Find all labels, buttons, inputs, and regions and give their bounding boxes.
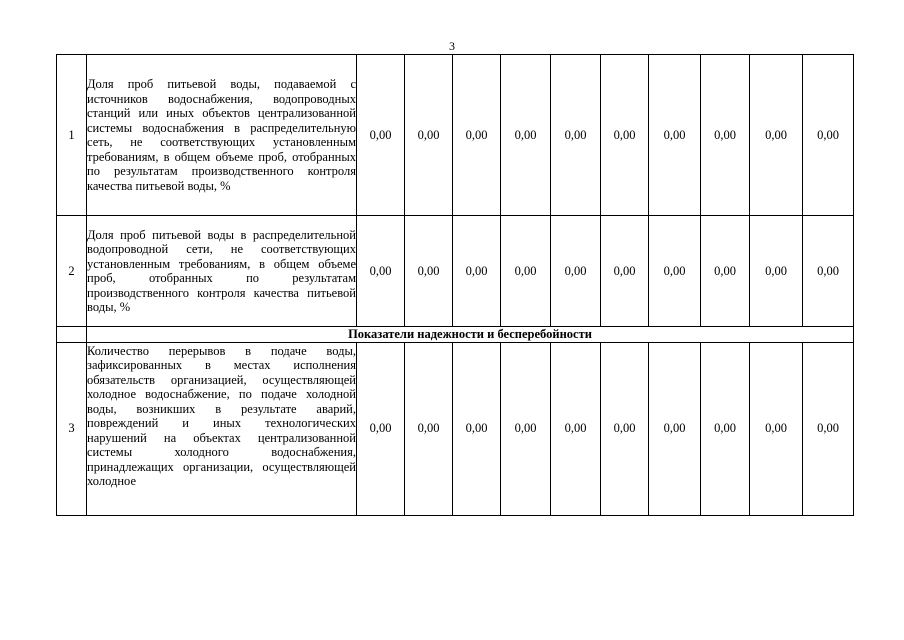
page-number: 3 [449,39,455,53]
value-cell: 0,00 [405,216,453,327]
value-cell: 0,00 [501,55,551,216]
indicator-description: Доля проб питьевой воды в распределительной водопроводной сети, не соответствующих установленным требованиям, в общем объеме проб, отобранных по результатам производственного контроля качества питьевой воды, % [87,216,357,327]
value-cell: 0,00 [750,342,803,515]
row-number: 1 [57,55,87,216]
value-cell: 0,00 [551,55,601,216]
table-row [57,55,854,216]
indicators-table [56,54,854,516]
value-cell: 0,00 [750,55,803,216]
table-row [57,342,854,515]
value-cell: 0,00 [649,55,701,216]
value-cell: 0,00 [405,55,453,216]
value-cell: 0,00 [357,216,405,327]
value-cell: 0,00 [649,342,701,515]
value-cell: 0,00 [357,342,405,515]
value-cell: 0,00 [551,216,601,327]
value-cell: 0,00 [453,55,501,216]
row-number: 3 [57,342,87,515]
value-cell: 0,00 [501,342,551,515]
value-cell: 0,00 [357,55,405,216]
value-cell: 0,00 [649,216,701,327]
indicator-description: Количество перерывов в подаче воды, зафиксированных в местах исполнения обязательств организацией, осуществляющей холодное водоснабжение, по подаче холодной воды, возникших в результате аварий, повреждений и иных технологических нарушений на объектах централизованной системы холодного водоснабжения, принадлежащих организации, осуществляющей холодное [87,343,356,488]
indicator-description: Доля проб питьевой воды, подаваемой с источников водоснабжения, водопроводных станций или иных объектов централизованной системы водоснабжения в распределительную сеть, не соответствующих установленным требованиям, в общем объеме проб, отобранных по результатам производственного контроля качества питьевой воды, % [87,55,357,216]
section-header: Показатели надежности и бесперебойности [87,327,854,343]
indicator-description-cell [87,342,357,515]
empty-number-cell [57,327,87,343]
value-cell: 0,00 [803,342,854,515]
value-cell: 0,00 [750,216,803,327]
row-number: 2 [57,216,87,327]
value-cell: 0,00 [701,216,750,327]
table-row [57,216,854,327]
value-cell: 0,00 [453,342,501,515]
section-row [57,327,854,343]
value-cell: 0,00 [601,342,649,515]
value-cell: 0,00 [405,342,453,515]
value-cell: 0,00 [453,216,501,327]
value-cell: 0,00 [601,55,649,216]
value-cell: 0,00 [701,55,750,216]
value-cell: 0,00 [501,216,551,327]
value-cell: 0,00 [803,216,854,327]
value-cell: 0,00 [803,55,854,216]
value-cell: 0,00 [701,342,750,515]
value-cell: 0,00 [551,342,601,515]
value-cell: 0,00 [601,216,649,327]
